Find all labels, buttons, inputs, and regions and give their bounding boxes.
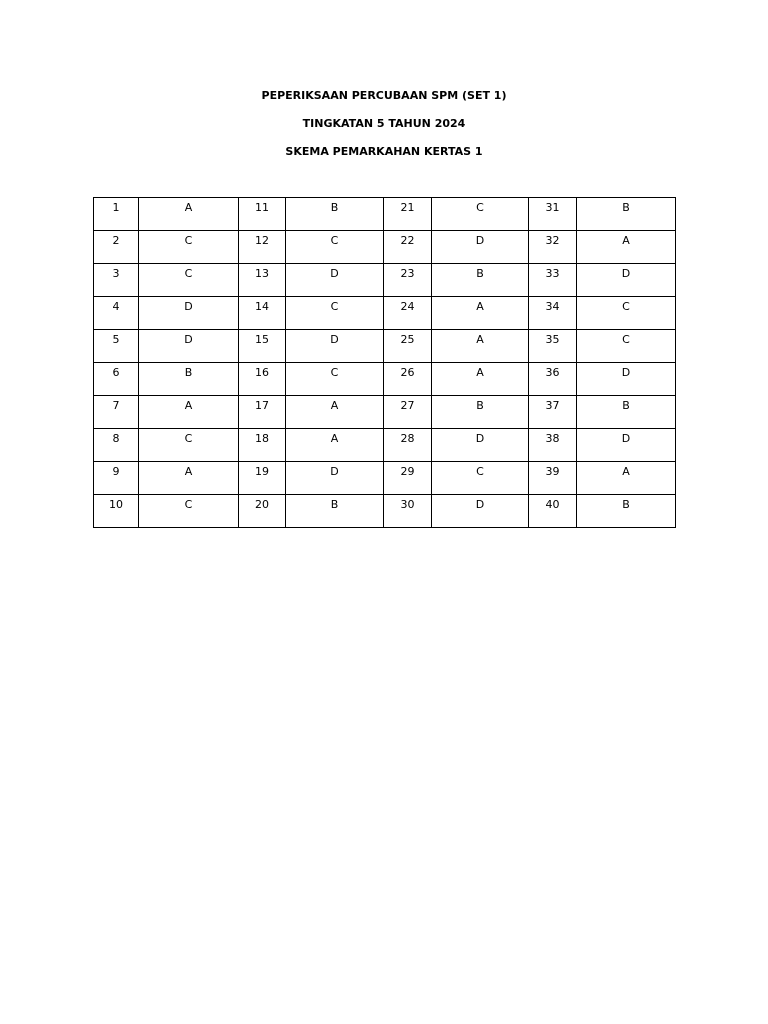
question-number: 14 (255, 300, 269, 313)
answer-letter: D (475, 498, 485, 511)
answer-letter: A (184, 399, 193, 412)
answer-letter-cell (139, 231, 239, 264)
question-number-cell (239, 297, 286, 330)
question-number-cell (384, 264, 432, 297)
answer-letter: A (330, 432, 339, 445)
question-number: 30 (400, 498, 415, 511)
answer-letter-cell (286, 363, 384, 396)
answer-letter: B (622, 399, 630, 412)
table-row (94, 198, 676, 231)
question-number: 20 (255, 498, 269, 511)
answer-letter-cell (432, 462, 529, 495)
answer-letter-cell (432, 264, 529, 297)
document-subtitle-level-year: TINGKATAN 5 TAHUN 2024 (302, 117, 466, 130)
question-number: 6 (112, 366, 120, 379)
question-number-cell (94, 330, 139, 363)
answer-letter: A (622, 234, 630, 247)
question-number: 4 (112, 300, 120, 313)
answer-letter-cell (286, 330, 384, 363)
answer-letter-cell (286, 231, 384, 264)
question-number-cell (239, 462, 286, 495)
question-number: 24 (400, 300, 415, 313)
answer-key-rows (94, 198, 676, 528)
answer-letter-cell (577, 297, 676, 330)
table-row (94, 495, 676, 528)
question-number-cell (529, 264, 577, 297)
question-number-cell (94, 198, 139, 231)
answer-letter-cell (139, 198, 239, 231)
answer-letter: C (622, 300, 630, 313)
answer-letter-cell (432, 330, 529, 363)
answer-letter-cell (139, 297, 239, 330)
question-number-cell (94, 363, 139, 396)
question-number: 31 (545, 201, 560, 214)
question-number-cell (529, 297, 577, 330)
question-number: 26 (400, 366, 415, 379)
answer-letter: A (184, 201, 193, 214)
question-number: 7 (112, 399, 120, 412)
question-number-cell (529, 231, 577, 264)
question-number-cell (94, 462, 139, 495)
table-row (94, 363, 676, 396)
answer-key-table (93, 197, 676, 528)
question-number-cell (384, 297, 432, 330)
question-number: 12 (255, 234, 269, 247)
answer-letter-cell (577, 495, 676, 528)
question-number-cell (94, 429, 139, 462)
answer-letter: B (622, 498, 630, 511)
question-number-cell (384, 330, 432, 363)
question-number-cell (529, 198, 577, 231)
question-number: 23 (400, 267, 415, 280)
answer-letter-cell (577, 231, 676, 264)
answer-letter-cell (432, 363, 529, 396)
question-number-cell (529, 396, 577, 429)
table-row (94, 297, 676, 330)
question-number: 34 (545, 300, 560, 313)
question-number-cell (384, 462, 432, 495)
answer-letter: B (622, 201, 630, 214)
answer-letter: D (475, 432, 485, 445)
answer-letter-cell (139, 462, 239, 495)
question-number-cell (384, 363, 432, 396)
question-number-cell (239, 330, 286, 363)
answer-letter: C (184, 498, 193, 511)
answer-letter: A (184, 465, 193, 478)
question-number: 28 (400, 432, 415, 445)
table-row (94, 462, 676, 495)
answer-letter: D (330, 333, 339, 346)
question-number: 9 (112, 465, 120, 478)
question-number-cell (94, 297, 139, 330)
question-number-cell (529, 363, 577, 396)
question-number: 37 (545, 399, 560, 412)
answer-letter: C (622, 333, 630, 346)
answer-letter-cell (139, 429, 239, 462)
question-number: 1 (112, 201, 120, 214)
answer-letter: D (184, 333, 193, 346)
question-number: 38 (545, 432, 560, 445)
question-number: 29 (400, 465, 415, 478)
answer-letter-cell (577, 264, 676, 297)
answer-letter: A (330, 399, 339, 412)
table-row (94, 264, 676, 297)
answer-letter: C (330, 366, 339, 379)
table-row (94, 429, 676, 462)
question-number: 19 (255, 465, 269, 478)
answer-letter-cell (577, 363, 676, 396)
answer-letter: A (476, 333, 484, 346)
question-number-cell (529, 495, 577, 528)
question-number-cell (384, 495, 432, 528)
question-number: 25 (400, 333, 415, 346)
question-number: 8 (112, 432, 120, 445)
question-number: 5 (112, 333, 120, 346)
question-number-cell (94, 396, 139, 429)
answer-letter-cell (286, 462, 384, 495)
answer-letter: D (330, 465, 339, 478)
answer-letter: C (184, 234, 193, 247)
question-number-cell (239, 396, 286, 429)
answer-letter-cell (286, 264, 384, 297)
question-number-cell (94, 495, 139, 528)
answer-letter-cell (286, 495, 384, 528)
answer-letter-cell (577, 396, 676, 429)
answer-letter-cell (139, 264, 239, 297)
answer-letter-cell (139, 396, 239, 429)
question-number-cell (384, 198, 432, 231)
answer-letter-cell (432, 297, 529, 330)
question-number: 35 (545, 333, 560, 346)
answer-letter: B (476, 399, 484, 412)
answer-letter: B (476, 267, 484, 280)
answer-letter: D (184, 300, 193, 313)
question-number-cell (384, 231, 432, 264)
question-number: 13 (255, 267, 269, 280)
question-number-cell (239, 231, 286, 264)
question-number: 2 (112, 234, 120, 247)
answer-letter-cell (286, 429, 384, 462)
question-number: 22 (400, 234, 415, 247)
answer-letter: D (621, 366, 631, 379)
answer-letter-cell (432, 198, 529, 231)
question-number: 33 (545, 267, 560, 280)
answer-letter-cell (577, 198, 676, 231)
answer-letter: C (330, 300, 339, 313)
question-number: 10 (109, 498, 123, 511)
answer-letter-cell (432, 396, 529, 429)
answer-letter: D (621, 432, 631, 445)
question-number-cell (239, 363, 286, 396)
question-number: 40 (545, 498, 560, 511)
question-number: 17 (255, 399, 269, 412)
question-number: 39 (545, 465, 560, 478)
question-number-cell (239, 264, 286, 297)
question-number: 36 (545, 366, 560, 379)
answer-letter: D (475, 234, 485, 247)
question-number-cell (529, 330, 577, 363)
table-row (94, 330, 676, 363)
answer-letter: C (184, 267, 193, 280)
answer-letter: C (330, 234, 339, 247)
answer-letter: C (476, 465, 484, 478)
question-number-cell (529, 462, 577, 495)
question-number-cell (529, 429, 577, 462)
answer-letter-cell (139, 330, 239, 363)
answer-letter: B (184, 366, 193, 379)
question-number-cell (94, 264, 139, 297)
answer-letter: D (621, 267, 631, 280)
question-number: 11 (255, 201, 269, 214)
answer-letter-cell (139, 363, 239, 396)
answer-letter: A (476, 300, 484, 313)
answer-letter-cell (139, 495, 239, 528)
question-number: 27 (400, 399, 415, 412)
question-number: 18 (255, 432, 269, 445)
answer-letter: B (330, 498, 339, 511)
answer-letter: C (184, 432, 193, 445)
answer-letter-cell (577, 330, 676, 363)
question-number: 3 (112, 267, 120, 280)
question-number-cell (239, 429, 286, 462)
question-number: 21 (400, 201, 415, 214)
answer-letter-cell (286, 198, 384, 231)
answer-letter-cell (432, 495, 529, 528)
question-number: 15 (255, 333, 269, 346)
answer-letter-cell (432, 231, 529, 264)
table-row (94, 231, 676, 264)
answer-letter: A (622, 465, 630, 478)
document-title: PEPERIKSAAN PERCUBAAN SPM (SET 1) (261, 89, 507, 102)
answer-letter: D (330, 267, 339, 280)
document-subtitle-marking-scheme: SKEMA PEMARKAHAN KERTAS 1 (285, 145, 483, 158)
answer-letter: B (330, 201, 339, 214)
answer-letter: A (476, 366, 484, 379)
answer-letter-cell (286, 297, 384, 330)
answer-letter-cell (577, 462, 676, 495)
question-number: 16 (255, 366, 269, 379)
question-number-cell (239, 495, 286, 528)
answer-letter: C (476, 201, 484, 214)
answer-letter-cell (432, 429, 529, 462)
question-number-cell (384, 396, 432, 429)
table-row (94, 396, 676, 429)
answer-letter-cell (286, 396, 384, 429)
question-number-cell (239, 198, 286, 231)
question-number-cell (94, 231, 139, 264)
answer-letter-cell (577, 429, 676, 462)
question-number-cell (384, 429, 432, 462)
question-number: 32 (545, 234, 560, 247)
